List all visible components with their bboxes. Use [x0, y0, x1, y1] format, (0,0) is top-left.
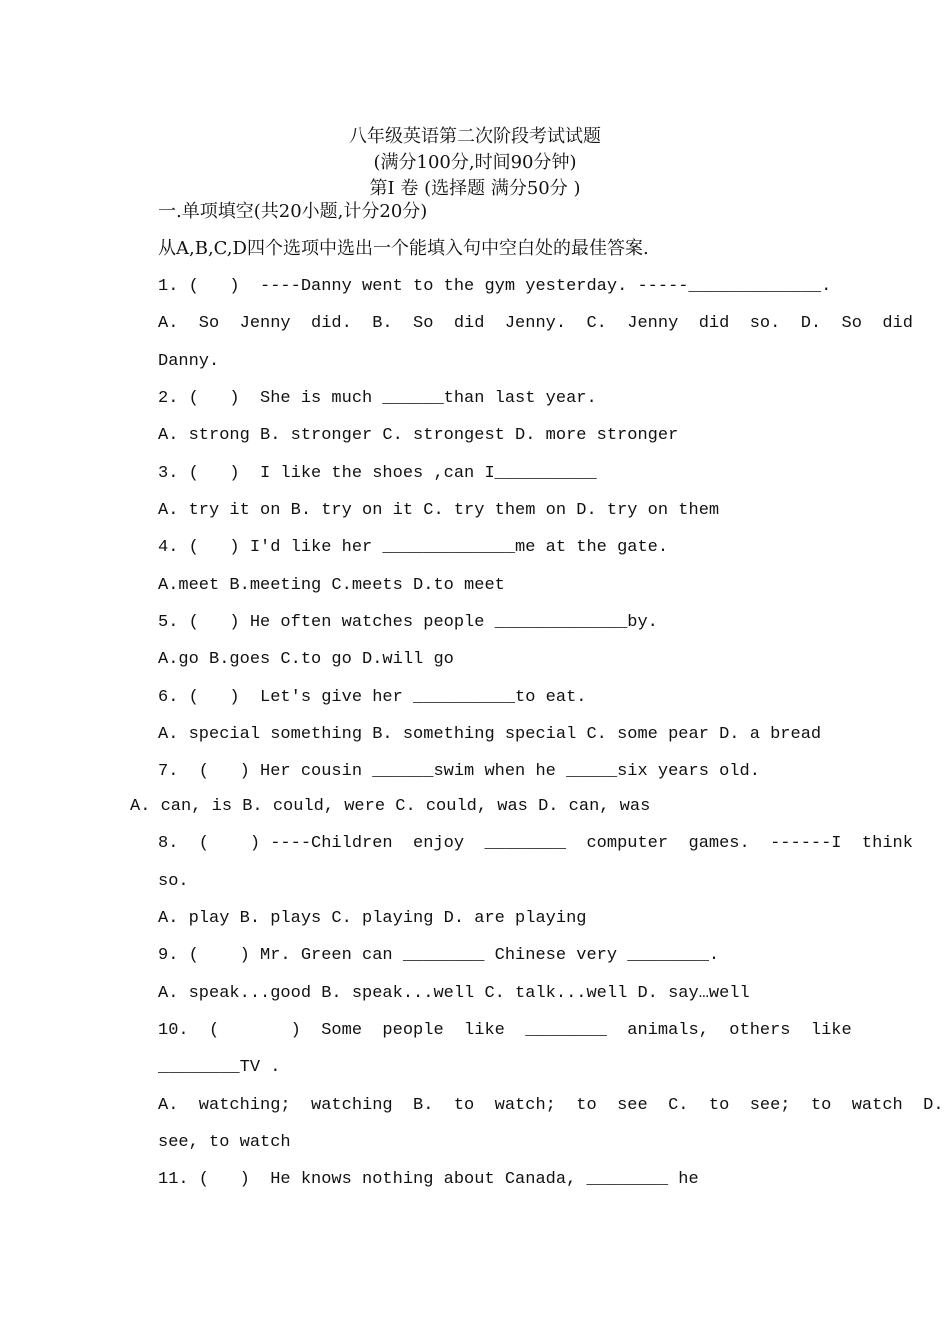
question-9-options: A. speak...good B. speak...well C. talk...well D. say…well [158, 984, 750, 1003]
question-10-stem-cont: ________TV . [158, 1058, 281, 1077]
question-6-options: A. special something B. something special C. some pear D. a bread [158, 725, 822, 744]
question-10-options: A. watching; watching B. to watch; to see C. to see; to watch D. [158, 1096, 944, 1115]
question-8-stem: 8. ( ) ----Children enjoy ________ computer games. ------I think [158, 834, 913, 853]
question-11-stem: 11. ( ) He knows nothing about Canada, ________ he [158, 1170, 699, 1189]
question-3-stem: 3. ( ) I like the shoes ,can I__________ [158, 464, 597, 483]
question-1-stem: 1. ( ) ----Danny went to the gym yesterday. -----_____________. [158, 277, 832, 296]
exam-part-label: 第I 卷 (选择题 满分50分 ) [369, 178, 581, 199]
question-4-options: A.meet B.meeting C.meets D.to meet [158, 576, 505, 595]
question-4-stem: 4. ( ) I'd like her _____________me at the gate. [158, 538, 669, 557]
question-9-stem: 9. ( ) Mr. Green can ________ Chinese very ________. [158, 946, 720, 965]
exam-header [0, 124, 950, 202]
question-7-stem: 7. ( ) Her cousin ______swim when he _____six years old. [158, 762, 760, 781]
question-1-options-cont: Danny. [158, 352, 220, 371]
question-2-options: A. strong B. stronger C. strongest D. more stronger [158, 426, 679, 445]
section-heading: 一.单项填空(共20小题,计分20分) [158, 201, 428, 222]
question-3-options: A. try it on B. try on it C. try them on D. try on them [158, 501, 720, 520]
question-10-stem: 10. ( ) Some people like ________ animals, others like [158, 1021, 852, 1040]
question-7-options: A. can, is B. could, were C. could, was D. can, was [130, 797, 651, 816]
question-8-stem-cont: so. [158, 872, 189, 891]
exam-title: 八年级英语第二次阶段考试试题 [349, 126, 601, 147]
question-5-stem: 5. ( ) He often watches people _____________by. [158, 613, 658, 632]
question-6-stem: 6. ( ) Let's give her __________to eat. [158, 688, 587, 707]
question-2-stem: 2. ( ) She is much ______than last year. [158, 389, 597, 408]
question-5-options: A.go B.goes C.to go D.will go [158, 650, 454, 669]
question-1-options: A. So Jenny did. B. So did Jenny. C. Jenny did so. D. So did [158, 314, 913, 333]
section-instruction: 从A,B,C,D四个选项中选出一个能填入句中空白处的最佳答案. [158, 238, 649, 259]
question-8-options: A. play B. plays C. playing D. are playing [158, 909, 587, 928]
exam-subtitle: (满分100分,时间90分钟) [373, 152, 577, 173]
question-10-options-cont: see, to watch [158, 1133, 291, 1152]
